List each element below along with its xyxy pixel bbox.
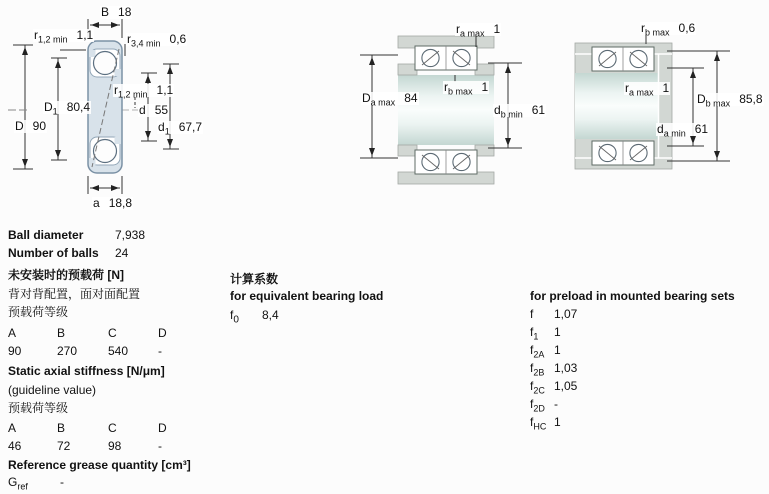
- grease-title: Reference grease quantity [cm³]: [8, 458, 191, 472]
- factor-row-f: f 1,07: [530, 307, 578, 321]
- dim-label-ra-max: $r_{a max}$ 1: [625, 81, 670, 98]
- dim-label-db-min: $d_{b min}$ 61: [494, 103, 546, 120]
- preload-unmounted-title: 未安装时的预载荷 [N]: [8, 268, 124, 282]
- spec-ball-diameter: Ball diameter 7,938: [8, 228, 146, 242]
- dim-label-r34-min: $r_{3,4 min}$ 0,6: [127, 32, 187, 49]
- factor-row-f2D: $f_{2D}$ -: [530, 397, 558, 414]
- spec-column-left: [8, 224, 226, 492]
- factor-row-f2A: $f_{2A}$ 1: [530, 343, 561, 360]
- preload-config-subtitle: 背对背配置，面对面配置: [8, 287, 141, 301]
- mounted-set-housing-drawing: [358, 18, 570, 198]
- dim-label-d: d 55: [139, 103, 169, 117]
- preload-class-label: 预载荷等级: [8, 305, 69, 319]
- preload-table-values: 90 270 540 -: [8, 344, 162, 358]
- dim-label-D1: $D_1$ 80,4: [44, 100, 91, 117]
- dim-label-rb-max: $r_{b max}$ 1: [444, 80, 489, 97]
- dim-label-ra-max: $r_{a max}$ 1: [456, 22, 501, 39]
- calc-factors-title: 计算系数: [230, 272, 279, 286]
- dim-label-D: D 90: [15, 119, 47, 133]
- factor-row-f1: $f_1$ 1: [530, 325, 561, 342]
- equivalent-load-heading: for equivalent bearing load: [230, 289, 384, 303]
- stiffness-subtitle: (guideline value): [8, 383, 97, 397]
- mounted-set-shaft-graphic: [574, 18, 769, 198]
- factor-row-f2C: $f_{2C}$ 1,05: [530, 379, 578, 396]
- dim-label-Da-max: $D_{a max}$ 84: [362, 91, 418, 108]
- dim-label-a: a 18,8: [93, 196, 133, 210]
- stiffness-class-label: 预载荷等级: [8, 401, 69, 415]
- dim-label-d1: $d_1$ 67,7: [158, 120, 203, 137]
- preload-sets-heading: for preload in mounted bearing sets: [530, 289, 735, 303]
- dim-label-rb-max: $r_{b max}$ 0,6: [641, 21, 696, 38]
- grease-ref-row: $G_{ref}$ -: [8, 475, 64, 492]
- factor-row-f2B: $f_{2B}$ 1,03: [530, 361, 578, 378]
- preload-table-header: A B C D: [8, 326, 167, 340]
- factor-f0-row: $f_0$ 8,4: [230, 308, 279, 326]
- dim-label-r12-inner: $r_{1,2 min}$ 1,1: [114, 83, 174, 100]
- stiffness-table-header: A B C D: [8, 421, 167, 435]
- dim-label-Db-max: $D_{b max}$ 85,8: [697, 92, 763, 109]
- preload-factors-column: [530, 287, 765, 437]
- dim-label-B: B 18: [101, 5, 132, 19]
- bearing-cross-section-drawing: [0, 0, 212, 218]
- calc-factors-column: [230, 270, 450, 340]
- stiffness-table-values: 46 72 98 -: [8, 439, 162, 453]
- spec-number-of-balls: Number of balls 24: [8, 246, 129, 260]
- mounted-set-shaft-drawing: [574, 18, 769, 198]
- dim-label-da-min: $d_{a min}$ 61: [657, 122, 709, 139]
- stiffness-title: Static axial stiffness [N/μm]: [8, 364, 165, 378]
- dim-label-r12-min: $r_{1,2 min}$ 1,1: [34, 28, 94, 45]
- factor-row-fHC: $f_{HC}$ 1: [530, 415, 561, 432]
